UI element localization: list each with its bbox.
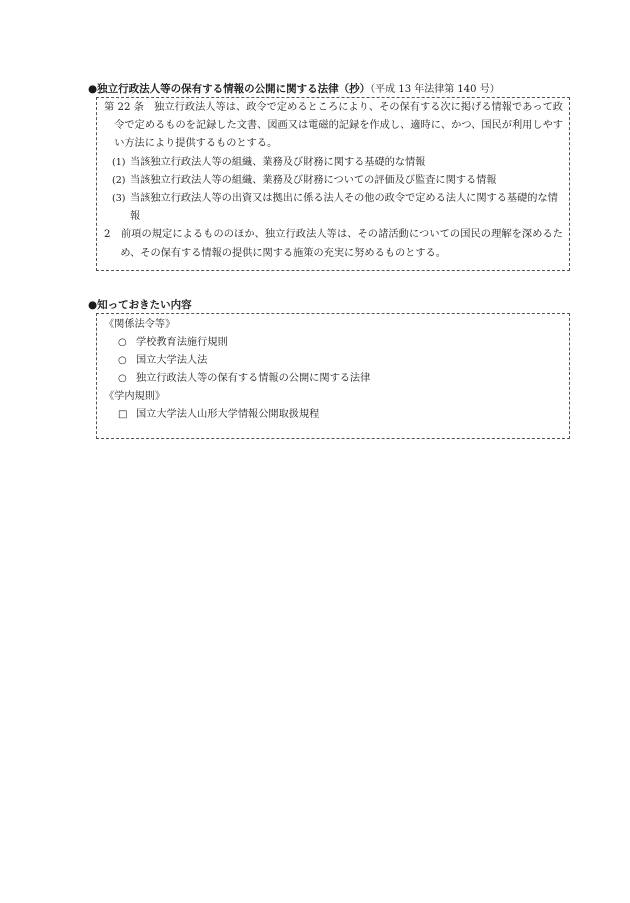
item-text: 当該独立行政法人等の出資又は拠出に係る法人その他の政令で定める法人に関する基礎的な情報 (130, 193, 558, 223)
circle-icon: ○ (118, 373, 127, 384)
law-subtitle: （平成 13 年法律第 140 号） (370, 84, 500, 95)
list-item-text: 独立行政法人等の保有する情報の公開に関する法律 (136, 373, 371, 384)
list-item-text: 学校教育法施行規則 (136, 337, 228, 348)
list-item (104, 334, 563, 352)
law-excerpt-box (96, 97, 570, 271)
category-internal-rules: 《学内規則》 (104, 391, 166, 402)
law-item-1 (104, 154, 563, 172)
bullet-icon: ● (88, 299, 98, 311)
list-item-text: 国立大学法人法 (136, 355, 208, 366)
circle-icon: ○ (118, 337, 127, 348)
section-heading-know (88, 298, 192, 312)
know-content-box (96, 313, 570, 439)
item-text: 当該独立行政法人等の組織、業務及び財務についての評価及び監査に関する情報 (130, 174, 497, 186)
article-22-text: 第 22 条 独立行政法人等は、政令で定めるところにより、その保有する次に掲げる情報であって政令で定めるものを記録した文書、図画又は電磁的記録を作成し、適時に、かつ、国民が利用しやすい方法により提供するものとする。 (104, 102, 563, 150)
item-number: (1) (112, 156, 126, 168)
paragraph-2-text: 2 前項の規定によるもののほか、独立行政法人等は、その諸活動についての国民の理解を深めるため、その保有する情報の提供に関する施策の充実に努めるものとする。 (104, 229, 563, 259)
category-related-laws: 《関係法令等》 (104, 319, 176, 330)
law-item-3 (104, 190, 563, 226)
law-title: 独立行政法人等の保有する情報の公開に関する法律（抄） (97, 83, 371, 95)
section-heading-law (88, 82, 500, 97)
list-item (104, 352, 563, 370)
law-item-2 (104, 172, 563, 190)
item-number: (3) (112, 193, 126, 205)
circle-icon: ○ (118, 355, 127, 366)
list-item (104, 370, 563, 388)
square-icon: □ (118, 409, 128, 420)
item-number: (2) (112, 174, 126, 186)
bullet-icon: ● (88, 83, 98, 95)
list-item (104, 406, 563, 424)
know-title: 知っておきたい内容 (97, 299, 192, 311)
list-item-text: 国立大学法人山形大学情報公開取扱規程 (136, 409, 320, 420)
item-text: 当該独立行政法人等の組織、業務及び財務に関する基礎的な情報 (130, 156, 426, 168)
